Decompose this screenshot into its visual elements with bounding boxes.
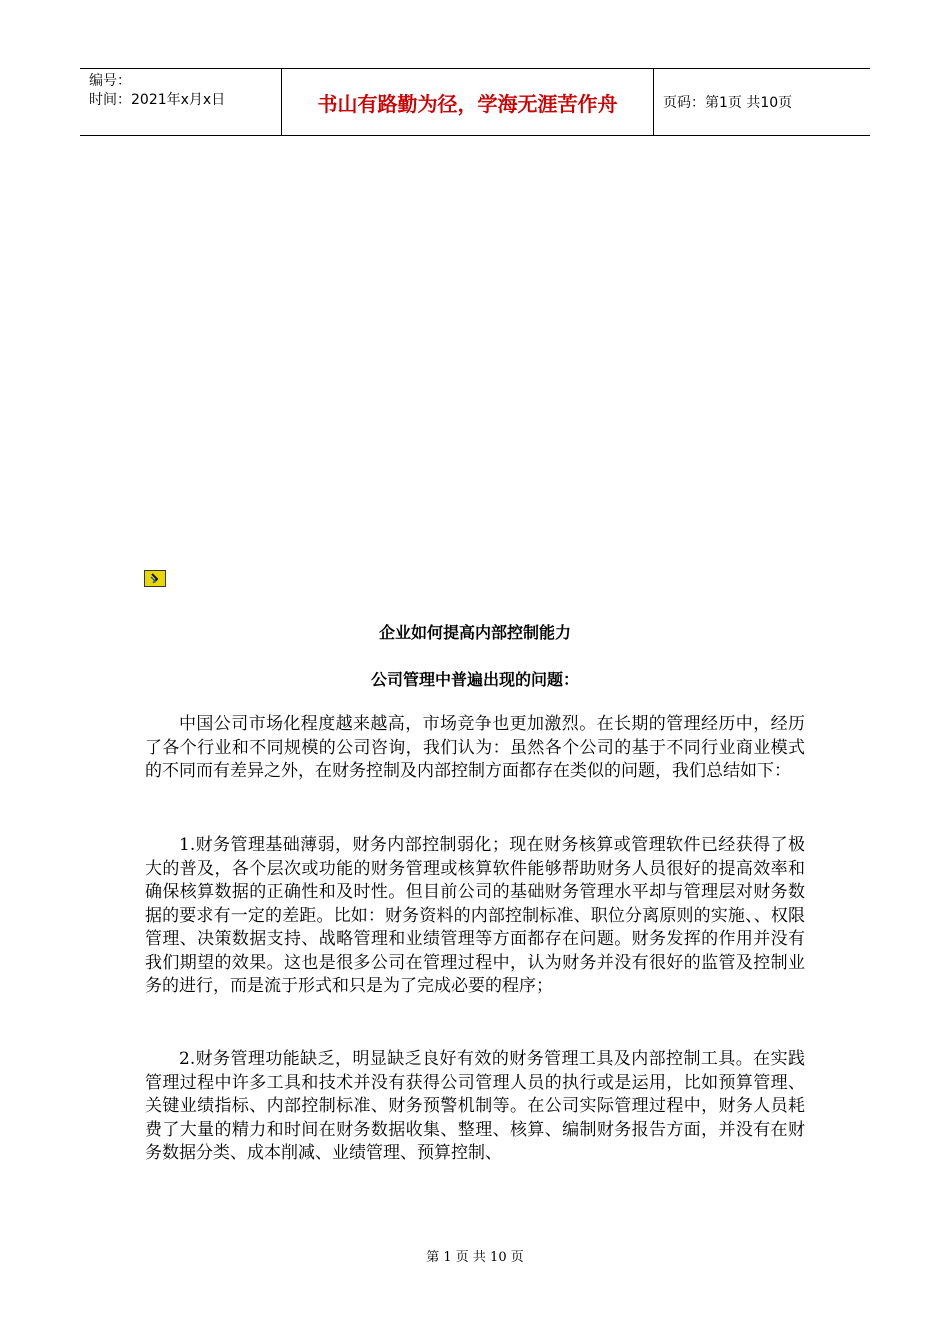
document-link-icon[interactable] — [144, 570, 166, 587]
motto-text: 书山有路勤为径，学海无涯苦作舟 — [317, 91, 618, 116]
header-page-cell — [654, 69, 870, 135]
document-title: 企业如何提高内部控制能力 — [378, 623, 571, 642]
header-motto-cell — [282, 69, 654, 135]
header-meta-cell — [80, 69, 282, 135]
time-label: 时间：2021年x月x日 — [89, 92, 226, 108]
page-info: 页码：第1页 共10页 — [663, 95, 793, 111]
paragraph-point-2: 2.财务管理功能缺乏，明显缺乏良好有效的财务管理工具及内部控制工具。在实践管理过程中许多工具和技术并没有获得公司管理人员的执行或是运用，比如预算管理、关键业绩指标、内部控制标准、财务预警机制等。在公司实际管理过程中，财务人员耗费了大量的精力和时间在财务数据收集、整理、核算、编制财务报告方面，并没有在财务数据分类、成本削减、业绩管理、预算控制、 — [145, 1049, 805, 1163]
number-label: 编号： — [89, 73, 131, 89]
page-footer: 第 1 页 共 10 页 — [426, 1250, 524, 1265]
header-table — [80, 68, 870, 136]
paragraph-point-1: 1.财务管理基础薄弱，财务内部控制弱化；现在财务核算或管理软件已经获得了极大的普及，各个层次或功能的财务管理或核算软件能够帮助财务人员很好的提高效率和确保核算数据的正确性和及时性。但目前公司的基础财务管理水平却与管理层对财务数据的要求有一定的差距。比如：财务资料的内部控制标准、职位分离原则的实施、、权限管理、决策数据支持、战略管理和业绩管理等方面都存在问题。财务发挥的作用并没有我们期望的效果。这也是很多公司在管理过程中，认为财务并没有很好的监管及控制业务的进行，而是流于形式和只是为了完成必要的程序； — [145, 835, 805, 996]
document-subtitle: 公司管理中普遍出现的问题： — [370, 670, 579, 689]
paragraph-intro: 中国公司市场化程度越来越高，市场竞争也更加激烈。在长期的管理经历中，经历了各个行业和不同规模的公司咨询，我们认为：虽然各个公司的基于不同行业商业模式的不同而有差异之外，在财务控制及内部控制方面都存在类似的问题，我们总结如下： — [145, 714, 805, 781]
